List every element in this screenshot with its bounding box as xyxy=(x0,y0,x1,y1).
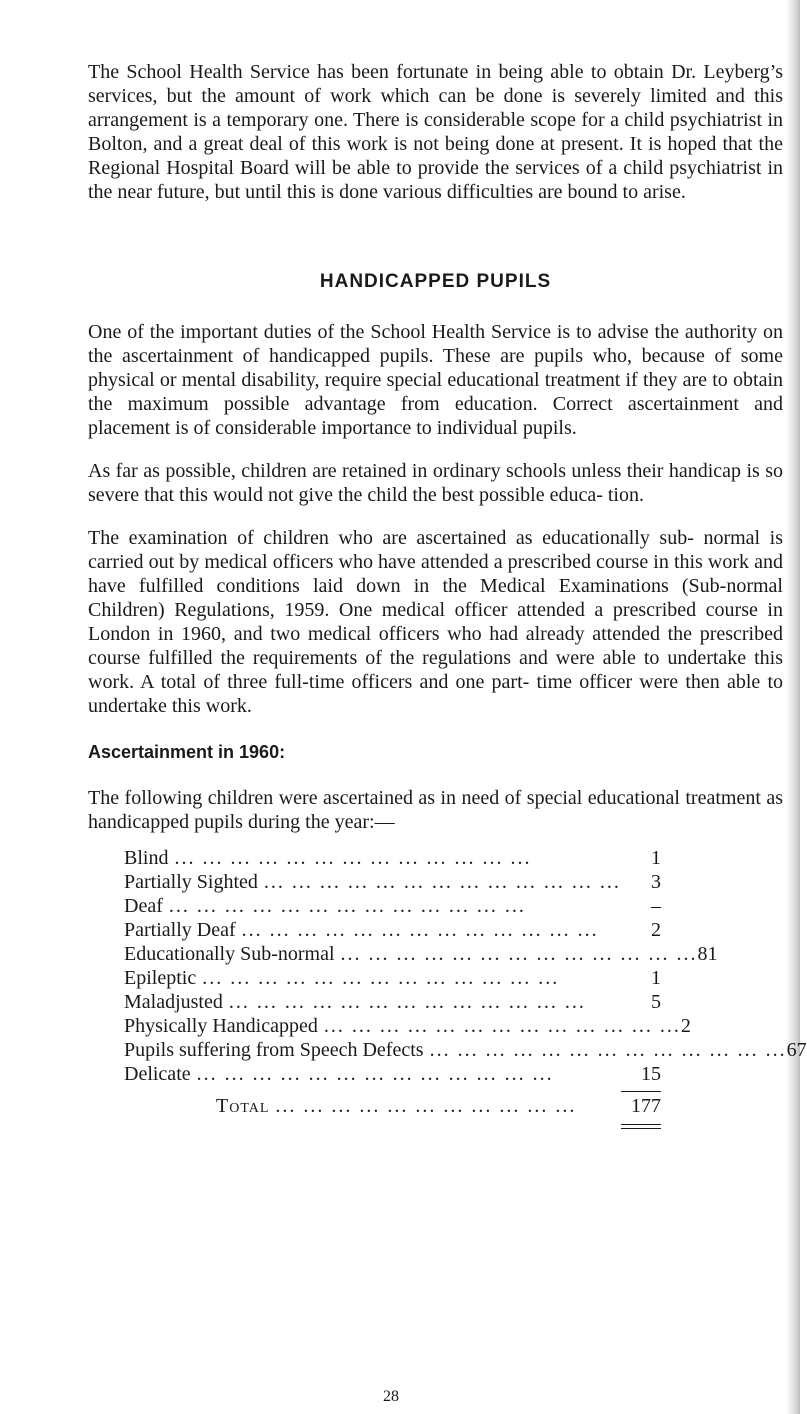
table-row xyxy=(124,894,661,918)
paragraph-duties: One of the important duties of the School Health Service is to advise the authority on the ascertainment of handicapped pupils. These are pupils who, because of some physical or mental disability, require special educational treatment if they are to obtain the maximum possible advantage from education. Correct ascertainment and placement is of considerable importance to individual pupils. xyxy=(88,321,783,439)
leader-dots: ... ... ... ... ... ... ... ... ... ... ... ... ... xyxy=(241,919,599,941)
row-label: Maladjusted xyxy=(124,991,223,1013)
subtotal-rule xyxy=(621,1091,661,1092)
leader-dots: ... ... ... ... ... ... ... ... ... ... ... ... ... xyxy=(196,1063,554,1085)
row-label: Epileptic xyxy=(124,967,197,989)
row-value: 81 xyxy=(697,943,718,965)
row-value: 2 xyxy=(680,1015,691,1037)
leader-dots: ... ... ... ... ... ... ... ... ... ... ... ... ... xyxy=(340,943,698,965)
table-row xyxy=(124,870,661,894)
row-label: Deaf xyxy=(124,895,163,917)
paragraph-ordinary-schools: As far as possible, children are retained in ordinary schools unless their handicap is so severe that this would not give the child the best possible educa- tion. xyxy=(88,460,783,506)
row-value: 5 xyxy=(651,991,661,1013)
row-label: Pupils suffering from Speech Defects xyxy=(124,1039,424,1061)
leader-dots: ... ... ... ... ... ... ... ... ... ... ... ... ... xyxy=(263,871,621,893)
table-row xyxy=(124,1062,661,1086)
document-page xyxy=(88,60,807,1129)
row-value: – xyxy=(651,895,661,917)
total-row xyxy=(124,1094,661,1118)
table-row xyxy=(124,990,661,1014)
table-row xyxy=(124,1014,691,1038)
row-value: 2 xyxy=(651,919,661,941)
leader-dots: ... ... ... ... ... ... ... ... ... ... ... ... ... xyxy=(202,967,560,989)
row-value: 15 xyxy=(641,1063,661,1085)
leader-dots: ... ... ... ... ... ... ... ... ... ... ... ... ... xyxy=(168,895,526,917)
row-value: 1 xyxy=(651,967,661,989)
table-row xyxy=(124,918,661,942)
paragraph-examination: The examination of children who are ascertained as educationally sub- normal is carried out by medical officers who have attended a prescribed course in this work and have fulfilled conditions laid down in the Medical Examinations (Sub-normal Children) Regulations, 1959. One medical officer attended a prescribed course in London in 1960, and two medical officers who had already attended the prescribed course fulfilled the requirements of the regulations and were able to undertake this work. A total of three full-time officers and one part- time officer were then able to undertake this work. xyxy=(88,527,783,717)
leader-dots: ... ... ... ... ... ... ... ... ... ... ... ... ... xyxy=(429,1039,787,1061)
table-row xyxy=(124,846,661,870)
section-heading: HANDICAPPED PUPILS xyxy=(319,271,552,292)
table-row xyxy=(124,942,718,966)
table-row xyxy=(124,966,661,990)
row-value: 67 xyxy=(786,1039,807,1061)
row-label: Educationally Sub-normal xyxy=(124,943,335,965)
total-value: 177 xyxy=(631,1095,661,1117)
row-label: Delicate xyxy=(124,1063,191,1085)
row-label: Partially Sighted xyxy=(124,871,258,893)
ascertainment-heading: Ascertainment in 1960: xyxy=(88,742,286,762)
ascertainment-lead: The following children were ascertained as in need of special educational treatment as handicapped pupils during the year:— xyxy=(88,787,783,833)
ascertainment-table xyxy=(124,846,807,1129)
page-edge-shadow xyxy=(786,0,800,1414)
page-number: 28 xyxy=(383,1388,399,1405)
row-value: 3 xyxy=(651,871,661,893)
row-label: Partially Deaf xyxy=(124,919,236,941)
leader-dots: ... ... ... ... ... ... ... ... ... ... ... ... ... xyxy=(323,1015,681,1037)
leader-dots: ... ... ... ... ... ... ... ... ... ... ... ... ... xyxy=(228,991,586,1013)
table-row xyxy=(124,1038,807,1062)
row-label: Physically Handicapped xyxy=(124,1015,318,1037)
intro-paragraph: The School Health Service has been fortunate in being able to obtain Dr. Leyberg’s services, but the amount of work which can be done is severely limited and this arrangement is a temporary one. There is considerable scope for a child psychiatrist in Bolton, and a great deal of this work is not being done at present. It is hoped that the Regional Hospital Board will be able to provide the services of a child psychiatrist in the near future, but until this is done various difficulties are bound to arise. xyxy=(88,61,783,203)
row-value: 1 xyxy=(651,847,661,869)
row-label: Blind xyxy=(124,847,169,869)
total-label: Total xyxy=(216,1095,270,1117)
leader-dots: ... ... ... ... ... ... ... ... ... ... ... ... ... xyxy=(174,847,532,869)
leader-dots: ... ... ... ... ... ... ... ... ... ... ... xyxy=(275,1095,577,1117)
total-double-rule xyxy=(621,1124,661,1129)
